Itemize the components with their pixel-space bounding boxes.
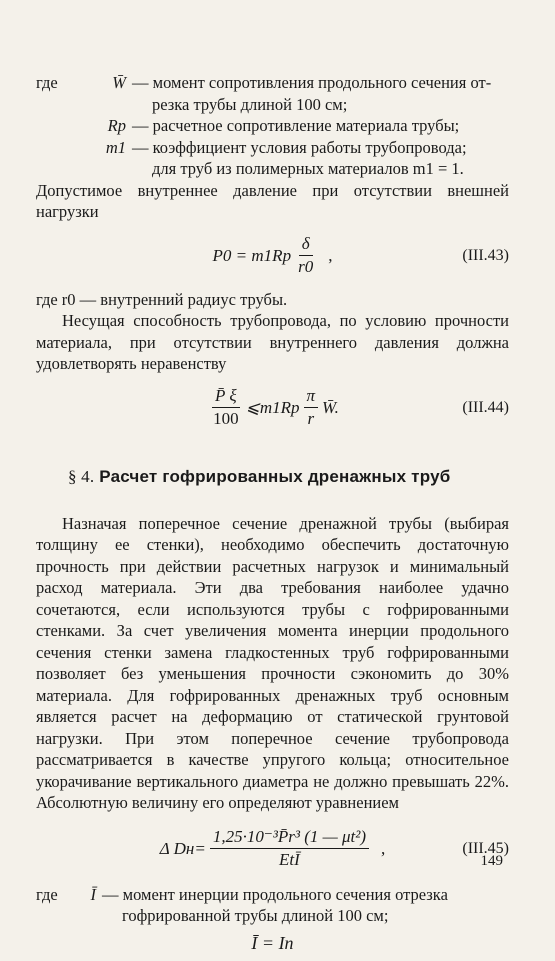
paragraph-corrugated: Назначая поперечное сечение дренажной трубы (выбирая толщину ее стенки), необходимо обеспечить достаточную прочность при действии расчетных нагрузок и минимальный расход материала. Эти два требования наиболее удачно сочетаются, если используются трубы с гофрированными стенками. За счет увеличения момента инерции продольного сечения стенки замена гладкостенных труб гофрированными позволяет без уменьшения прочности сэкономить до 30% материала. Для гофрированных дренажных труб основным является расчет на деформацию от статической грунтовой нагрузки. При этом поперечное сечение трубопровода рассматривается в качестве упругого кольца; относительное укорачивание вертикального диаметра не должно превышать 22%. Абсолютную величину его определяют уравнением	[36, 513, 509, 812]
symbol-i: Ī	[90, 884, 96, 904]
equation-number: (III.43)	[462, 246, 509, 264]
definition-w-cont: резка трубы длиной 100 см;	[152, 94, 348, 114]
paragraph-pressure: Допустимое внутреннее давление при отсутствии внешней нагрузки	[36, 180, 509, 221]
symbol-rp: Rp	[107, 116, 126, 135]
definition-rp: Rp — расчетное сопротивление материала трубы;	[36, 115, 509, 137]
definition-w	[36, 72, 509, 94]
formula-iii-45: Δ Dн= $\frac{\text{1,25·10⁻³P̄r³ (1 — μt²)}}{\text{EtĪ}}$ , (III.45)	[159, 827, 509, 869]
formula-iii-44: $\frac{P̄ \xi}{100}$ ⩽m1Rp $\frac{\pi}{r}$ W̄. (III.44)	[213, 386, 509, 428]
paragraph-capacity: Несущая способность трубопровода, по условию прочности материала, при отсутствии внутреннего давления должна удовлетворять неравенству	[36, 311, 509, 373]
equation-number: (III.45)	[462, 839, 509, 857]
definition-r0: где r0 — внутренний радиус трубы.	[36, 289, 288, 309]
symbol-m1: m1	[105, 137, 126, 157]
formula-i-in: Ī = In	[251, 933, 294, 953]
where-label: где	[36, 73, 58, 92]
formula-iii-43: P0 = m1Rp $\frac{\delta}{r0}$ , (III.43)	[212, 234, 509, 276]
page-number: 149	[480, 853, 503, 869]
symbol-w: W̄	[112, 73, 126, 92]
equation-number: (III.44)	[462, 398, 509, 416]
definition-m1-cont: для труб из полимерных материалов m1 = 1.	[152, 159, 464, 178]
section-heading: § 4. Расчет гофрированных дренажных труб	[68, 466, 451, 486]
definition-text: — момент сопротивления продольного сечения от-	[132, 73, 492, 92]
definition-m1: m1 — коэффициент условия работы трубопровода;	[36, 137, 509, 159]
definition-i-cont: гофрированной трубы длиной 100 см;	[122, 906, 389, 925]
definition-i: где Ī — момент инерции продольного сечения отрезка	[36, 884, 448, 904]
